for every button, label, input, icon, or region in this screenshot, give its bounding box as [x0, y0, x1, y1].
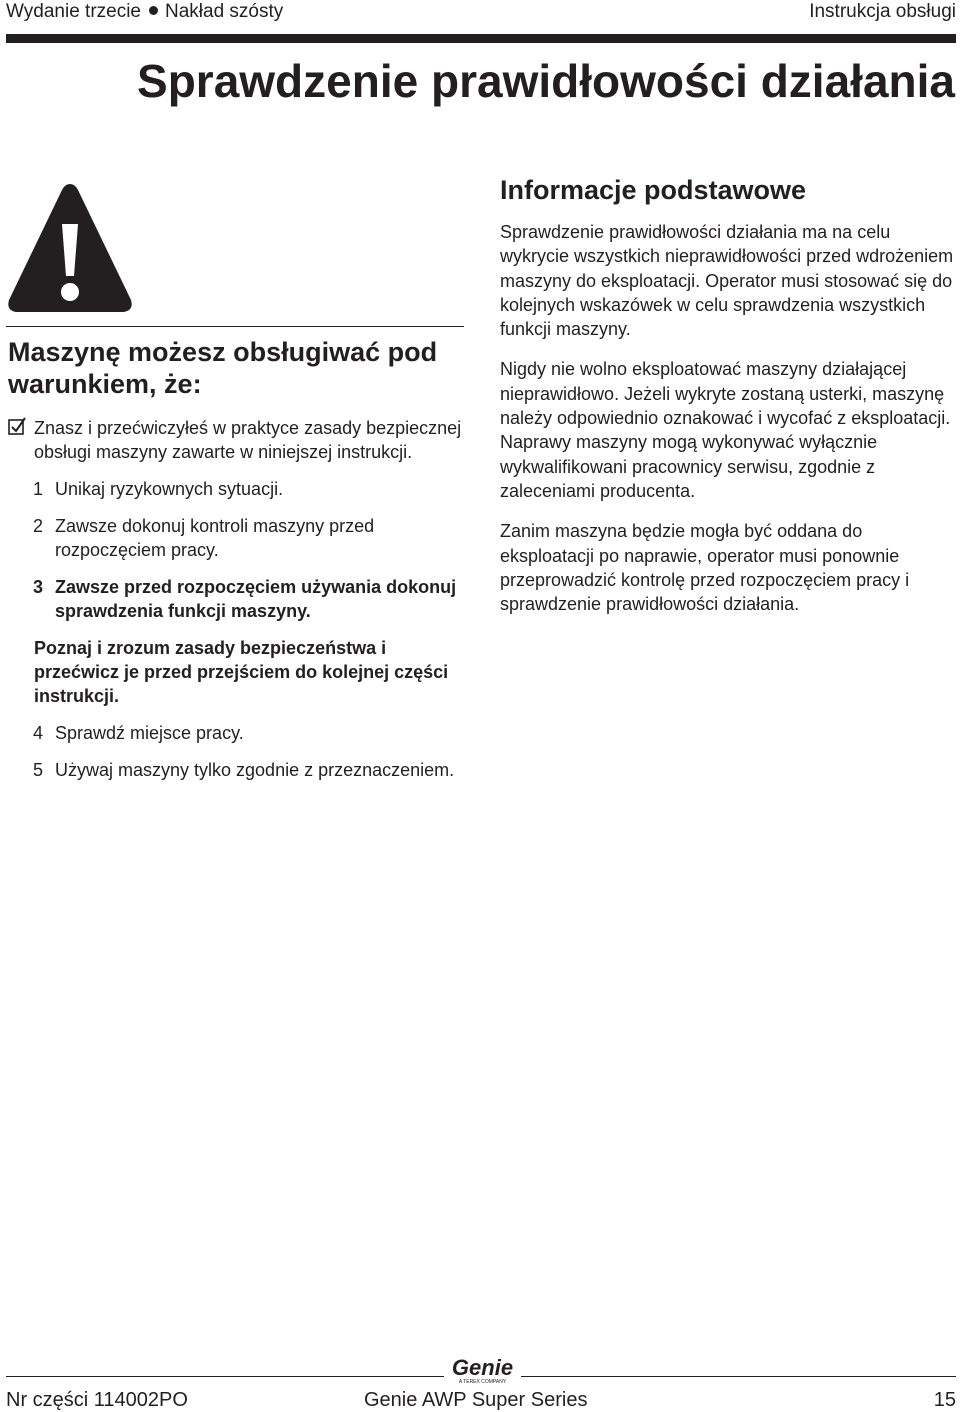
logo-wordmark: Genie [451, 1356, 514, 1380]
checked-requirement-text: Znasz i przećwiczyłeś w praktyce zasady bezpiecznej obsługi maszyny zawarte w niniejszej instrukcji. [34, 418, 462, 462]
list-item-number: 5 [33, 760, 44, 780]
safety-note: Poznaj i zrozum zasady bezpieczeństwa i przećwicz je przed przejściem do kolejnej części instrukcji. [34, 638, 449, 706]
operator-requirements [8, 336, 464, 795]
list-item [8, 721, 464, 745]
section-divider [6, 326, 464, 327]
checked-requirement [8, 416, 464, 464]
page-title: Sprawdzenie prawidłowości działania [137, 55, 955, 107]
warning-triangle-icon [6, 180, 134, 318]
list-item-number: 1 [33, 479, 44, 499]
list-item-current [8, 575, 464, 623]
footer-rule-right [521, 1376, 956, 1377]
header-bar [6, 34, 956, 43]
running-header-edition [6, 0, 283, 24]
list-item [8, 758, 464, 782]
bullet-icon [149, 6, 158, 15]
genie-logo-icon [447, 1356, 518, 1386]
list-item-text: Zawsze dokonuj kontroli maszyny przed rozpoczęciem pracy. [55, 516, 375, 560]
product-series: Genie AWP Super Series [364, 1389, 588, 1411]
section-heading: Informacje podstawowe [500, 175, 807, 205]
footer-rule-left [6, 1376, 444, 1377]
list-item-text: Zawsze przed rozpoczęciem używania dokonuj sprawdzenia funkcji maszyny. [55, 577, 457, 621]
list-item [8, 514, 464, 562]
part-number: Nr części 114002PO [6, 1389, 188, 1411]
edition-label: Wydanie trzecie [6, 1, 141, 22]
page-number: 15 [933, 1389, 956, 1411]
list-item-text: Używaj maszyny tylko zgodnie z przeznaczeniem. [55, 760, 455, 780]
checkbox-checked-icon [8, 417, 26, 435]
list-item-text: Sprawdź miejsce pracy. [55, 723, 244, 743]
body-paragraph: Sprawdzenie prawidłowości działania ma na celu wykrycie wszystkich nieprawidłowości przed wdrożeniem maszyny do eksploatacji. Operator musi stosować się do kolejnych wskazówek w celu sprawdzenia wszystkich funkcji maszyny. [500, 222, 954, 340]
list-item-text: Unikaj ryzykownych sytuacji. [55, 479, 284, 499]
printing-label: Nakład szósty [165, 1, 284, 22]
list-item-number: 4 [33, 723, 44, 743]
list-item-number: 2 [33, 516, 44, 536]
list-item-number: 3 [33, 577, 44, 597]
requirements-heading: Maszynę możesz obsługiwać pod warunkiem, że: [8, 337, 438, 399]
basic-information [500, 170, 958, 632]
body-paragraph: Zanim maszyna będzie mogła być oddana do eksploatacji po naprawie, operator musi ponownie przeprowadzić kontrolę przed rozpoczęciem pracy i sprawdzenie prawidłowości działania. [500, 521, 910, 615]
body-paragraph: Nigdy nie wolno eksploatować maszyny działającej nieprawidłowo. Jeżeli wykryte zostaną usterki, maszynę należy odpowiednio oznakować i wycofać z eksploatacji. Naprawy maszyny mogą wykonywać wyłącznie wykwalifikowani pracownicy serwisu, zgodnie z zaleceniami producenta. [500, 359, 951, 501]
logo-tagline: A TEREX COMPANY [458, 1379, 507, 1385]
running-header-manual: Instrukcja obsługi [809, 1, 956, 22]
list-item [8, 477, 464, 501]
